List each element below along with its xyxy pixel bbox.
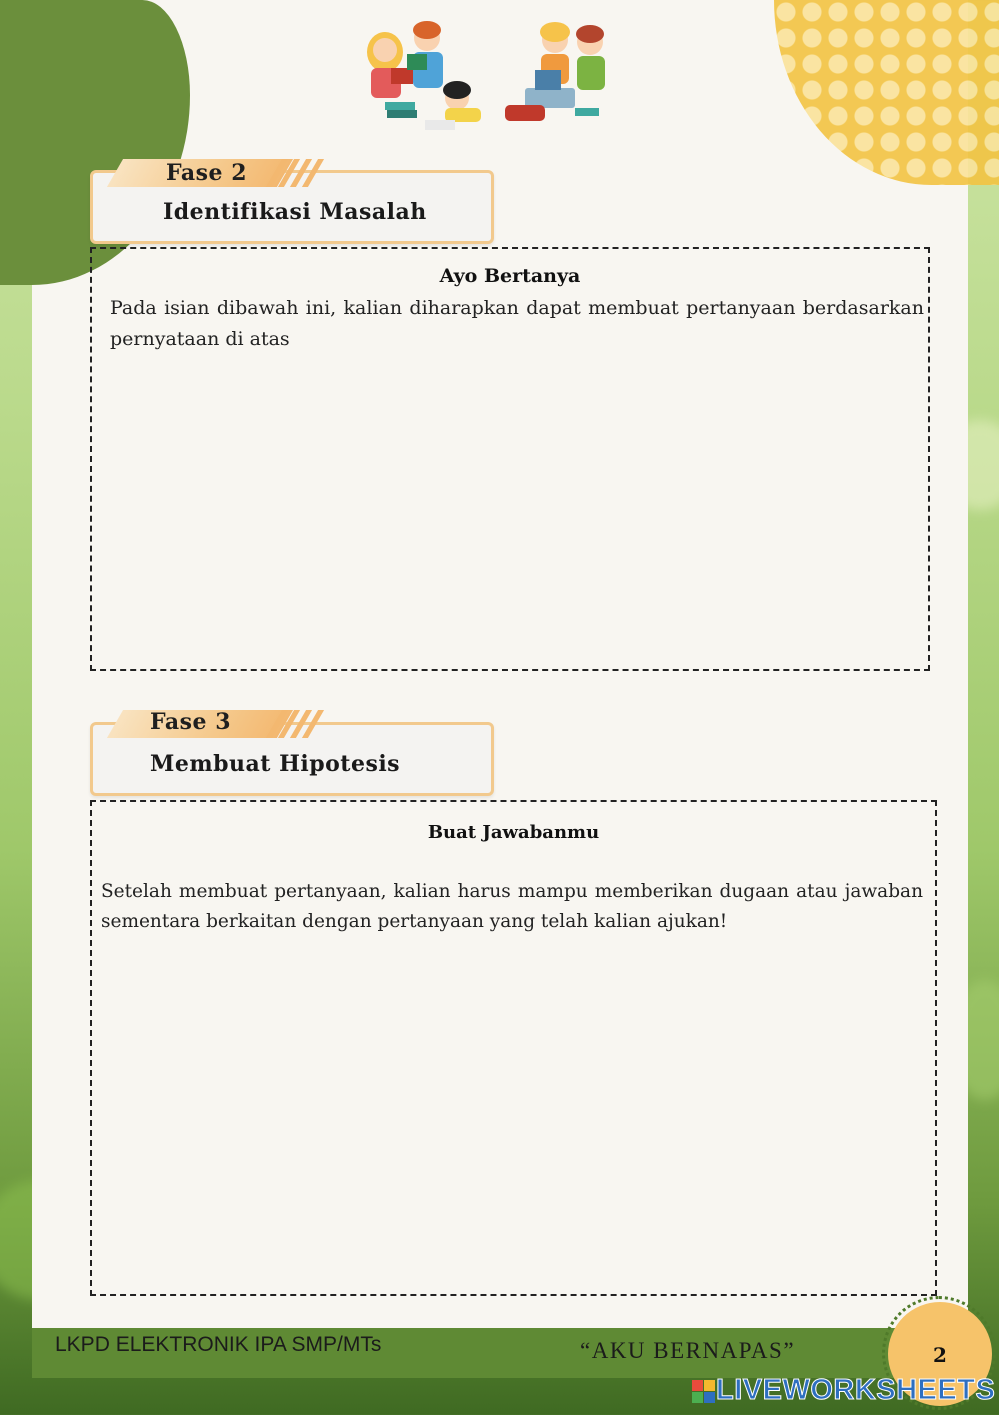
liveworksheets-logo-icon [692, 1380, 716, 1404]
ayo-bertanya-instructions: Pada isian dibawah ini, kalian diharapkan dapat membuat pertanyaan berdasarkan pernyataan di atas [110, 297, 924, 350]
ayo-bertanya-box[interactable] [90, 247, 930, 671]
fase-3-label: Fase 3 [150, 709, 232, 735]
fase-3-title: Membuat Hipotesis [150, 751, 401, 777]
buat-jawabanmu-instructions: Setelah membuat pertanyaan, kalian harus mampu memberikan dugaan atau jawaban sementara berkaitan dengan pertanyaan yang telah kalian ajukan! [101, 881, 923, 932]
fase-2-stripes [270, 159, 318, 187]
footer-title: LKPD ELEKTRONIK IPA SMP/MTs [55, 1333, 382, 1356]
page-number: 2 [933, 1343, 947, 1367]
liveworksheets-text: LIVEWORKSHEETS [716, 1374, 996, 1406]
ayo-bertanya-heading: Ayo Bertanya [439, 265, 581, 287]
liveworksheets-logo [692, 1374, 996, 1410]
buat-jawabanmu-box[interactable] [90, 800, 937, 1296]
kids-reading-illustration [345, 10, 620, 135]
fase-2-label: Fase 2 [166, 160, 248, 186]
footer-topic: “AKU BERNAPAS” [580, 1338, 796, 1363]
fase-3-stripes [270, 710, 318, 738]
fase-2-title: Identifikasi Masalah [163, 199, 427, 225]
buat-jawabanmu-heading: Buat Jawabanmu [427, 822, 600, 843]
